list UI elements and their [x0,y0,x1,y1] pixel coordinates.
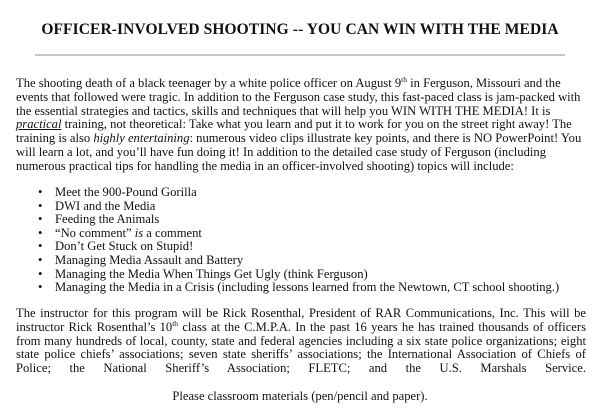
topic-text: “No comment” [55,225,135,240]
superscript: th [401,75,407,84]
emphasis-entertaining: highly entertaining [93,131,190,146]
instructor-paragraph [16,307,586,390]
closing-note: Please classroom materials (pen/pencil and paper). [172,389,428,403]
intro-text: The shooting death of a black teenager by a white police officer on August 9 [16,76,402,90]
list-item: • Feeding the Animals [38,213,559,227]
topic-emphasis: is [134,225,144,240]
intro-text: : numerous video clips illustrate key points, and there is NO PowerPoint! You will learn a lot, and you’ll have fun doing it! In addition to the detailed case study of Ferguson (including numerous practical tips for handling the media in an officer-involved shooting) topics will include: [16,131,582,173]
topics-list [38,186,559,295]
instructor-text: class at the C.M.P.A. In the past 16 years he has trained thousands of officers from many hundreds of local, county, state and federal agencies including a six state police organizations; eight state police chiefs’ associations; seven state sheriffs’ associations; the International Association of Chiefs of Police; the National Sheriff’s Association; FLETC; and the U.S. Marshals Service. [16,319,586,376]
intro-text: in Ferguson, Missouri and the events that followed were tragic. In addition to the Ferguson case study, this fast-paced class is jam-packed with the essential strategies and tactics, skills and techniques that will help you WIN WITH THE MEDIA! It is [16,76,581,118]
emphasis-practical: practical [16,117,62,132]
intro-text: training, not theoretical: Take what you learn and put it to work for you on the street right away! The training is also [16,117,572,146]
superscript: th [172,318,179,328]
instructor-text: The instructor for this program will be Rick Rosenthal, President of RAR Communications, Inc. This will be instructor Rick Rosenthal’s 10 [16,306,586,334]
list-item: • Managing the Media in a Crisis (including lessons learned from the Newtown, CT school shooting.) [38,281,559,295]
topic-text: a comment [143,225,202,240]
list-item: • Managing Media Assault and Battery [38,254,559,268]
list-item: • Meet the 900-Pound Gorilla [38,186,559,200]
document-title: OFFICER-INVOLVED SHOOTING -- YOU CAN WIN WITH THE MEDIA [41,21,559,38]
intro-paragraph [16,77,586,174]
title-divider [35,54,565,56]
list-item: • Don’t Get Stuck on Stupid! [38,240,559,254]
list-item: • DWI and the Media [38,200,559,214]
list-item [38,227,559,241]
list-item: • Managing the Media When Things Get Ugly (think Ferguson) [38,268,559,282]
